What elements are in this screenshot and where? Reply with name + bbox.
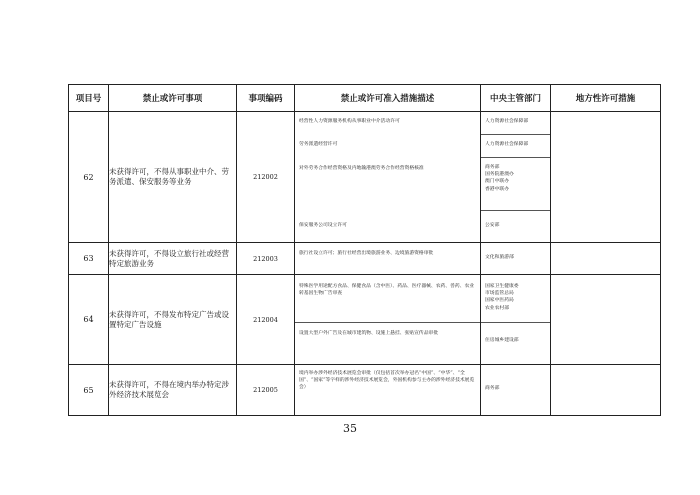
measure-item: 境内举办涉外经济技术展览会审批（仅包括首次举办冠名“中国”、“中华”、“全国”、“国家”等字样的涉外经济技术展览会，外国机构参与主办的涉外经济技术展览会）: [299, 371, 475, 391]
row-matter: 未获得许可，不得从事职业中介、劳务派遣、保安服务等业务: [109, 112, 237, 243]
row-local-measures: [551, 365, 661, 416]
row-measures: [295, 275, 481, 365]
header-central-dept: 中央主管部门: [481, 85, 551, 112]
row-code: 212002: [237, 112, 295, 243]
dept-item: 住房城乡建设部: [485, 338, 519, 343]
permit-table: [68, 84, 661, 416]
row-depts: [481, 243, 551, 275]
header-item-no: 项目号: [69, 85, 109, 112]
divider: [481, 134, 550, 135]
header-code: 事项编码: [237, 85, 295, 112]
row-measures: [295, 365, 481, 416]
dept-item: 人力资源社会保障部: [485, 119, 529, 124]
row-code: 212005: [237, 365, 295, 416]
divider: [295, 322, 480, 323]
table-row: [69, 365, 661, 416]
row-matter: 未获得许可，不得发布特定广告或设置特定广告设施: [109, 275, 237, 365]
header-matter: 禁止或许可事项: [109, 85, 237, 112]
row-number: 64: [69, 275, 109, 365]
header-local-measures: 地方性许可措施: [551, 85, 661, 112]
dept-item: 国家卫生健康委 市场监管总局 国家中医药局 农业农村部: [485, 284, 519, 311]
divider: [481, 210, 550, 211]
row-number: 62: [69, 112, 109, 243]
dept-item: 商务部 国务院港澳办 澳门中联办 香港中联办: [485, 165, 514, 192]
measure-item: 旅行社设立许可；旅行社经营出境旅游业务、边境旅游资格审批: [299, 251, 434, 256]
measure-item: 对外劳务合作经营资格及内地输港澳劳务合作经营资格核准: [299, 166, 424, 171]
measure-item: 特殊医学用途配方食品、保健食品（含中医）、药品、医疗器械、农药、兽药、农业转基因生物广告审查: [299, 284, 475, 297]
row-code: 212004: [237, 275, 295, 365]
row-code: 212003: [237, 243, 295, 275]
row-matter: 未获得许可，不得在境内举办特定涉外经济技术展览会: [109, 365, 237, 416]
header-description: 禁止或许可准入措施描述: [295, 85, 481, 112]
row-number: 65: [69, 365, 109, 416]
table-row: [69, 112, 661, 243]
row-local-measures: [551, 112, 661, 243]
row-depts: [481, 112, 551, 243]
page-number: 35: [343, 422, 357, 435]
table-row: [69, 275, 661, 365]
row-local-measures: [551, 243, 661, 275]
table-header-row: [69, 85, 661, 112]
dept-item: 商务部: [485, 386, 500, 391]
dept-item: 人力资源社会保障部: [485, 142, 529, 147]
divider: [481, 157, 550, 158]
row-measures: [295, 243, 481, 275]
measure-item: 劳务派遣经营许可: [299, 142, 338, 147]
measure-item: 经营性人力资源服务机构从事职业中介活动许可: [299, 119, 400, 124]
table-row: [69, 243, 661, 275]
row-depts: [481, 275, 551, 365]
row-number: 63: [69, 243, 109, 275]
row-local-measures: [551, 275, 661, 365]
measure-item: 设置大型户外广告及在城市建筑物、设施上悬挂、张贴宣传品审批: [299, 331, 439, 336]
measure-item: 保安服务公司设立许可: [299, 223, 347, 228]
dept-item: 公安部: [485, 223, 500, 228]
row-depts: [481, 365, 551, 416]
dept-item: 文化和旅游部: [485, 255, 514, 260]
divider: [481, 322, 550, 323]
row-matter: 未获得许可，不得设立旅行社或经营特定旅游业务: [109, 243, 237, 275]
row-measures: [295, 112, 481, 243]
